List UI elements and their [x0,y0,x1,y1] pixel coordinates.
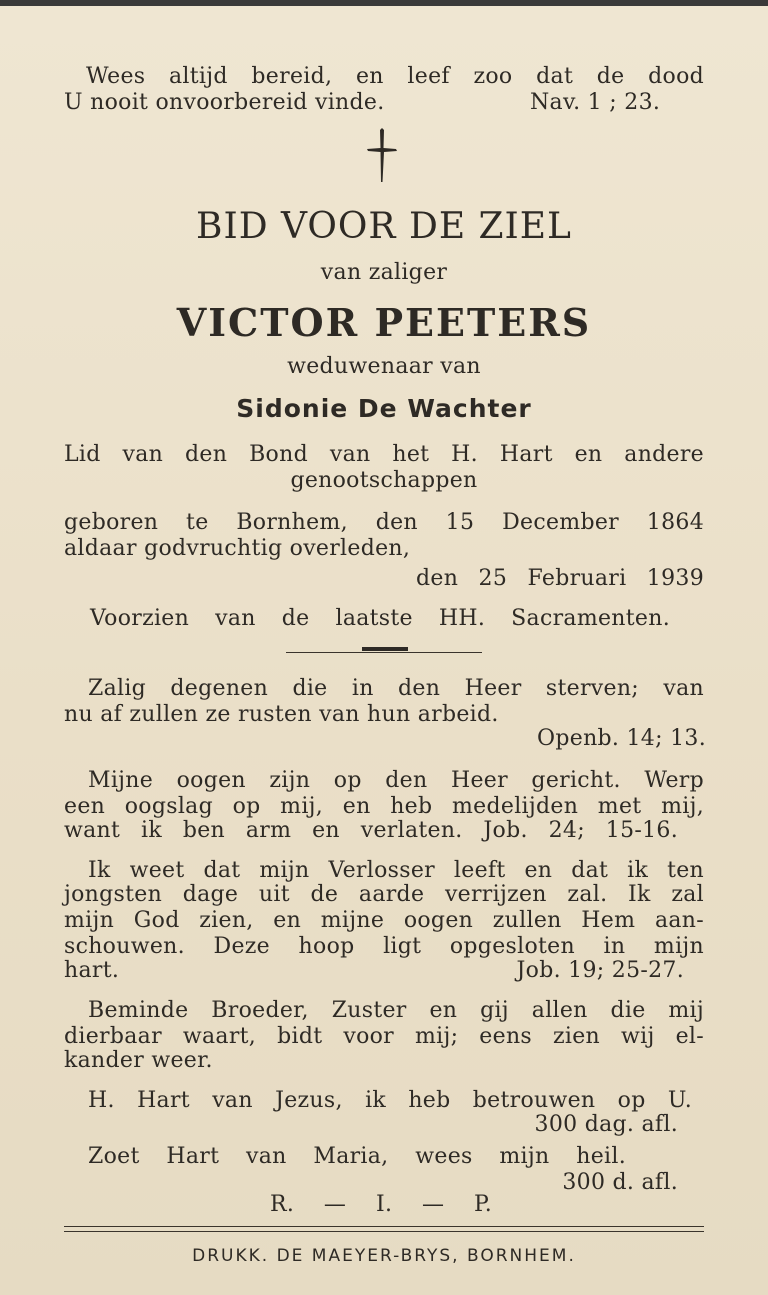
cross-icon [366,128,398,182]
verse-3-line-1: Ik weet dat mijn Verlosser leeft en dat ik ten [88,858,704,883]
sacraments-line: Voorzien van de laatste HH. Sacramenten. [90,606,670,631]
verse-1-line-2: nu af zullen ze rusten van hun arbeid. [64,702,499,727]
verse-4-line-3: kander weer. [64,1048,213,1073]
verse-4-line-2: dierbaar waart, bidt voor mij; eens zien wij el- [64,1024,704,1049]
relation-text: weduwenaar van [287,354,481,379]
printer-imprint: DRUKK. DE MAEYER-BRYS, BORNHEM. [192,1246,576,1266]
deceased-name: VICTOR PEETERS [176,300,592,345]
prayer-title: BID VOOR DE ZIEL [196,206,572,247]
verse-3-line-5: hart. [64,958,120,983]
prayer-2-text: Zoet Hart van Maria, wees mijn heil. [88,1144,626,1169]
divider-rule [286,652,482,653]
prayer-1-indulgence: 300 dag. afl. [534,1112,678,1137]
verse-2-line-1: Mijne oogen zijn op den Heer gericht. Werp [88,768,704,793]
verse-1-line-1: Zalig degenen die in den Heer sterven; van [88,676,704,701]
verse-3-reference: Job. 19; 25-27. [516,958,684,983]
membership-line-1: Lid van den Bond van het H. Hart en andere [64,442,704,467]
prayer-2-indulgence: 300 d. afl. [562,1170,678,1195]
membership-line-2: genootschappen [290,468,478,493]
motto-reference: Nav. 1 ; 23. [530,90,661,115]
footer-rule-bottom [64,1231,704,1232]
rip-text: R. — I. — P. [270,1192,492,1217]
verse-2-line-2: een oogslag op mij, en heb medelijden met mij, [64,794,704,819]
verse-3-line-2: jongsten dage uit de aarde verrijzen zal. Ik zal [64,882,704,907]
death-line-1: aldaar godvruchtig overleden, [64,536,411,561]
motto-line-1: Wees altijd bereid, en leef zoo dat de dood [86,64,704,89]
motto-line-2: U nooit onvoorbereid vinde. [64,90,385,115]
spouse-name: Sidonie De Wachter [236,394,532,423]
of-the-late: van zaliger [320,260,448,285]
verse-3-line-3: mijn God zien, en mijne oogen zullen Hem aan- [64,908,704,933]
verse-4-line-1: Beminde Broeder, Zuster en gij allen die mij [88,998,704,1023]
verse-2-line-3: want ik ben arm en verlaten. Job. 24; 15-16. [64,818,678,843]
divider-ornament [362,647,408,651]
verse-3-line-4: schouwen. Deze hoop ligt opgesloten in mijn [64,934,704,959]
death-line-2: den 25 Februari 1939 [416,566,704,591]
prayer-1-text: H. Hart van Jezus, ik heb betrouwen op U. [88,1088,692,1113]
birth-line: geboren te Bornhem, den 15 December 1864 [64,510,704,535]
verse-1-reference: Openb. 14; 13. [537,726,706,751]
footer-rule-top [64,1226,704,1227]
